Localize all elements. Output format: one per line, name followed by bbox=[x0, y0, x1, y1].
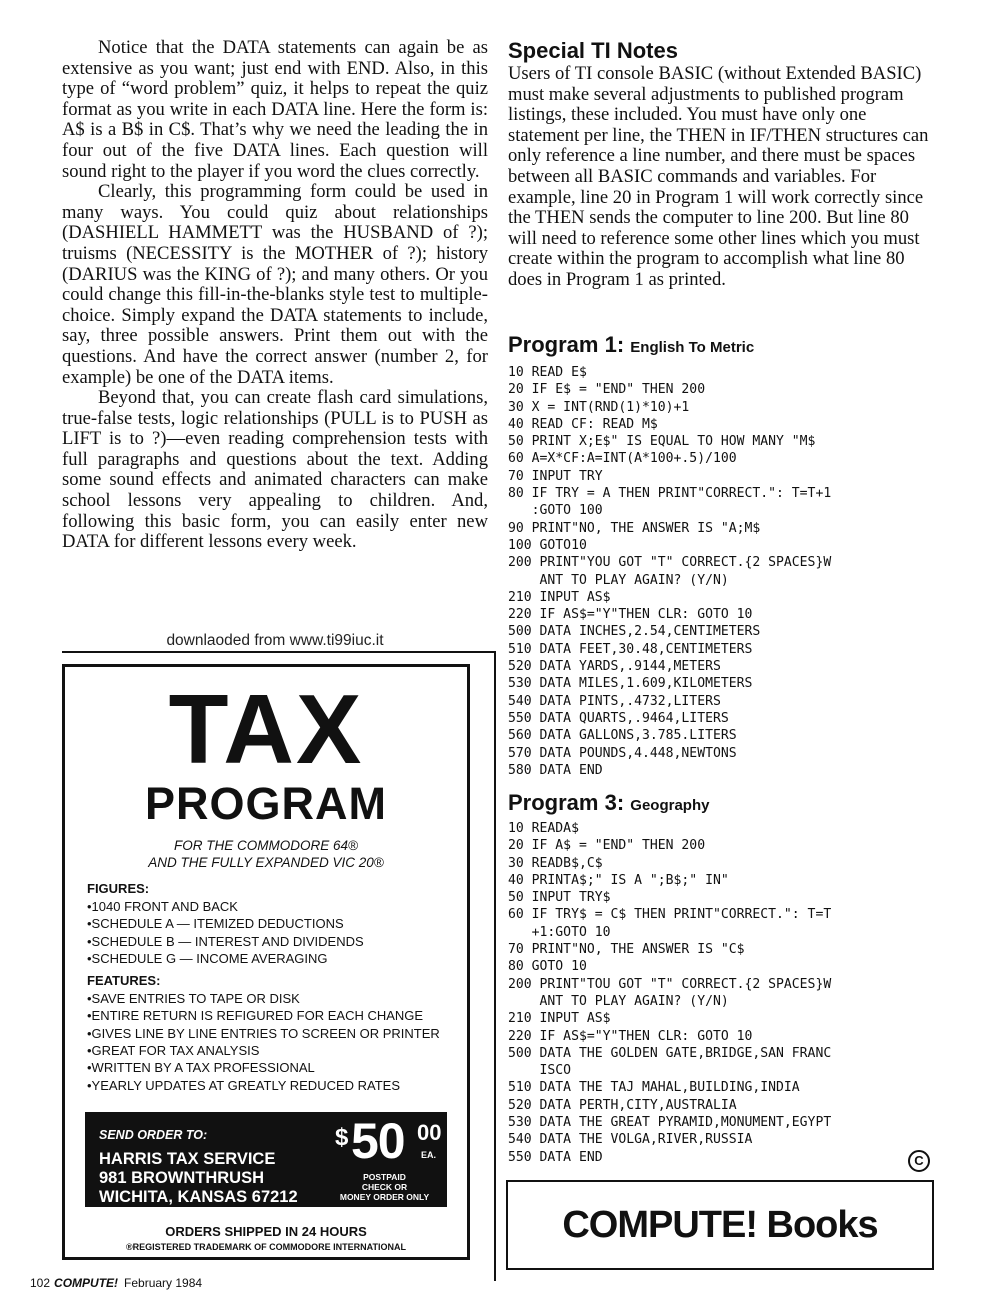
code-line: 210 INPUT AS$ bbox=[508, 589, 611, 605]
ad-address bbox=[99, 1150, 298, 1207]
code-line: 10 READ E$ bbox=[508, 365, 587, 380]
code-line: ANT TO PLAY AGAIN? (Y/N) bbox=[508, 993, 729, 1009]
article-column bbox=[62, 38, 488, 553]
code-line: 50 INPUT TRY$ bbox=[508, 890, 611, 906]
code-line: ANT TO PLAY AGAIN? (Y/N) bbox=[508, 572, 729, 588]
article-paragraph: Beyond that, you can create flash card simulations, true-false tests, logic relationships (PULL is to PUSH as LIFT is to ?)—even reading comprehension tests with full paragraphs and questions about the text. Adding some sound effects and animated characters can make school lessons very appealing to children. And, following this basic form, you can easily enter new DATA for different lessons every week. bbox=[62, 387, 488, 553]
ad-features-heading: FEATURES: bbox=[87, 973, 161, 989]
code-line: 570 DATA POUNDS,4.448,NEWTONS bbox=[508, 745, 737, 761]
code-line: 20 IF A$ = "END" THEN 200 bbox=[508, 838, 706, 854]
ad-send-order: SEND ORDER TO: bbox=[99, 1128, 208, 1142]
price-cents: 00 bbox=[417, 1120, 442, 1145]
code-line: 10 READA$ bbox=[508, 821, 579, 836]
code-line: 530 DATA THE GREAT PYRAMID,MONUMENT,EGYPT bbox=[508, 1115, 832, 1131]
price-dollar-sign: $ bbox=[335, 1124, 349, 1151]
issue-date: February 1984 bbox=[124, 1276, 203, 1290]
list-item: •SAVE ENTRIES TO TAPE OR DISK bbox=[87, 991, 300, 1007]
code-line: 200 PRINT"YOU GOT "T" CORRECT.{2 SPACES}W bbox=[508, 555, 832, 571]
address-line: HARRIS TAX SERVICE bbox=[99, 1150, 276, 1168]
code-line: 220 IF AS$="Y"THEN CLR: GOTO 10 bbox=[508, 1028, 753, 1044]
program-1-listing bbox=[508, 364, 831, 779]
code-line: 80 GOTO 10 bbox=[508, 959, 587, 975]
tax-program-ad bbox=[62, 664, 470, 1260]
code-line: 550 DATA END bbox=[508, 1149, 603, 1165]
code-line: 560 DATA GALLONS,3.785.LITERS bbox=[508, 728, 737, 744]
code-line: 60 A=X*CF:A=INT(A*100+.5)/100 bbox=[508, 451, 737, 467]
ad-title: TAX bbox=[168, 674, 364, 784]
code-line: 40 READ CF: READ M$ bbox=[508, 416, 658, 432]
ad-subtitle: PROGRAM bbox=[145, 778, 387, 829]
list-item: •YEARLY UPDATES AT GREATLY REDUCED RATES bbox=[87, 1077, 401, 1093]
compute-books-box bbox=[506, 1180, 934, 1270]
program-3-subtitle: Geography bbox=[630, 797, 710, 814]
code-line: 510 DATA THE TAJ MAHAL,BUILDING,INDIA bbox=[508, 1080, 800, 1096]
code-line: 500 DATA THE GOLDEN GATE,BRIDGE,SAN FRANC bbox=[508, 1045, 832, 1061]
program-1-title: Program 1: bbox=[508, 332, 625, 357]
ad-shipping-note: ORDERS SHIPPED IN 24 HOURS bbox=[165, 1224, 367, 1239]
ad-platform-line: FOR THE COMMODORE 64® bbox=[174, 838, 358, 853]
compute-books-title: COMPUTE! Books bbox=[562, 1204, 878, 1246]
code-line: 220 IF AS$="Y"THEN CLR: GOTO 10 bbox=[508, 607, 753, 623]
list-item: •WRITTEN BY A TAX PROFESSIONAL bbox=[87, 1060, 315, 1076]
ti-notes-section bbox=[508, 38, 932, 291]
code-line: 50 PRINT X;E$" IS EQUAL TO HOW MANY "M$ bbox=[508, 434, 816, 450]
code-line: 510 DATA FEET,30.48,CENTIMETERS bbox=[508, 641, 753, 657]
code-line: 540 DATA THE VOLGA,RIVER,RUSSIA bbox=[508, 1132, 753, 1148]
code-line: 100 GOTO10 bbox=[508, 537, 587, 553]
page-footer bbox=[30, 1276, 202, 1290]
ad-postpaid bbox=[317, 1172, 452, 1202]
code-line: 90 PRINT"NO, THE ANSWER IS "A;M$ bbox=[508, 520, 761, 536]
ad-platform-line: AND THE FULLY EXPANDED VIC 20® bbox=[148, 855, 384, 870]
list-item: •1040 FRONT AND BACK bbox=[87, 899, 238, 914]
code-line: :GOTO 100 bbox=[508, 503, 603, 519]
list-item: •SCHEDULE B — INTEREST AND DIVIDENDS bbox=[87, 933, 364, 949]
ad-figures-heading: FIGURES: bbox=[87, 881, 150, 896]
ad-order-box bbox=[85, 1112, 447, 1207]
code-line: 20 IF E$ = "END" THEN 200 bbox=[508, 382, 706, 398]
divider-horizontal bbox=[62, 651, 496, 653]
list-item: •ENTIRE RETURN IS REFIGURED FOR EACH CHANGE bbox=[87, 1008, 424, 1024]
ti-notes-heading: Special TI Notes bbox=[508, 38, 678, 63]
code-line: 550 DATA QUARTS,.9464,LITERS bbox=[508, 710, 729, 726]
code-line: 60 IF TRY$ = C$ THEN PRINT"CORRECT.": T=T bbox=[508, 907, 832, 923]
article-paragraph: Clearly, this programming form could be used in many ways. You could quiz about relationships (DASHIELL HAMMETT was the HUSBAND of ?); truisms (NECESSITY is the MOTHER of ?); history (DARIUS was the KING of ?); and many others. Or you could change this fill-in-the-blanks style test to multiple-choice. Simply expand the DATA statements to include, say, three possible answers. Print them out with the questions. And have the correct answer (number 2, for example) be one of the DATA items. bbox=[62, 181, 488, 388]
program-3-title: Program 3: bbox=[508, 790, 625, 815]
article-paragraph: Notice that the DATA statements can again be as extensive as you want; just end with END. Also, in this type of “word problem” quiz, it helps to repeat the quiz format as you write in each DATA line. Here the form is: A$ is a B$ in C$. That’s why we need the leading the in four out of the five DATA lines. Each question will sound right to the player if you word the clues correctly. bbox=[62, 37, 488, 182]
code-line: 40 PRINTA$;" IS A ";B$;" IN" bbox=[508, 872, 729, 888]
list-item: •SCHEDULE A — ITEMIZED DEDUCTIONS bbox=[87, 916, 344, 932]
postpaid-line: MONEY ORDER ONLY bbox=[339, 1192, 430, 1202]
code-line: +1:GOTO 10 bbox=[508, 924, 611, 940]
code-line: 530 DATA MILES,1.609,KILOMETERS bbox=[508, 676, 753, 692]
code-line: 80 IF TRY = A THEN PRINT"CORRECT.": T=T+1 bbox=[508, 486, 832, 502]
source-note: downlaoded from www.ti99iuc.it bbox=[166, 632, 384, 649]
code-line: 210 INPUT AS$ bbox=[508, 1011, 611, 1027]
code-line: 200 PRINT"TOU GOT "T" CORRECT.{2 SPACES}W bbox=[508, 976, 832, 992]
list-item: •GIVES LINE BY LINE ENTRIES TO SCREEN OR PRINTER bbox=[87, 1025, 440, 1041]
end-mark-icon: C bbox=[908, 1150, 930, 1172]
address-line: 981 BROWNTHRUSH bbox=[99, 1169, 265, 1187]
ad-features-list bbox=[87, 990, 467, 1094]
price-unit: EA. bbox=[421, 1150, 437, 1160]
divider-vertical bbox=[494, 651, 496, 1281]
ti-notes-text: Users of TI console BASIC (without Extended BASIC) must make several adjustments to published program listings, these included. You must have only one statement per line, the THEN in IF/THEN structures can only reference a line number, and there must be spaces between all BASIC commands and variables. For example, line 20 in Program 1 will work correctly since the THEN sends the computer to line 200. But line 80 will need to reference some other lines which you must create within the program to accomplish what line 80 does in Program 1 as printed. bbox=[508, 63, 929, 290]
postpaid-line: POSTPAID bbox=[363, 1172, 406, 1182]
code-line: ISCO bbox=[508, 1063, 572, 1079]
code-line: 540 DATA PINTS,.4732,LITERS bbox=[508, 693, 721, 709]
code-line: 70 INPUT TRY bbox=[508, 468, 603, 484]
code-line: 500 DATA INCHES,2.54,CENTIMETERS bbox=[508, 624, 761, 640]
program-3-listing bbox=[508, 820, 831, 1166]
program-3-heading bbox=[508, 790, 709, 819]
program-1-heading bbox=[508, 332, 754, 361]
code-line: 580 DATA END bbox=[508, 762, 603, 778]
ad-trademark-note: ®REGISTERED TRADEMARK OF COMMODORE INTERNATIONAL bbox=[126, 1242, 406, 1252]
code-line: 70 PRINT"NO, THE ANSWER IS "C$ bbox=[508, 942, 745, 958]
magazine-brand: COMPUTE! bbox=[54, 1276, 119, 1290]
price-whole: 50 bbox=[351, 1113, 405, 1169]
page-number: 102 bbox=[30, 1276, 51, 1290]
ad-figures-list bbox=[87, 898, 467, 967]
address-line: WICHITA, KANSAS 67212 bbox=[99, 1188, 298, 1206]
postpaid-line: CHECK OR bbox=[361, 1182, 408, 1192]
code-line: 30 X = INT(RND(1)*10)+1 bbox=[508, 399, 690, 415]
code-line: 520 DATA PERTH,CITY,AUSTRALIA bbox=[508, 1097, 737, 1113]
program-1-subtitle: English To Metric bbox=[630, 339, 755, 356]
list-item: •SCHEDULE G — INCOME AVERAGING bbox=[87, 950, 328, 966]
code-line: 30 READB$,C$ bbox=[508, 855, 603, 871]
list-item: •GREAT FOR TAX ANALYSIS bbox=[87, 1043, 260, 1059]
code-line: 520 DATA YARDS,.9144,METERS bbox=[508, 659, 721, 675]
